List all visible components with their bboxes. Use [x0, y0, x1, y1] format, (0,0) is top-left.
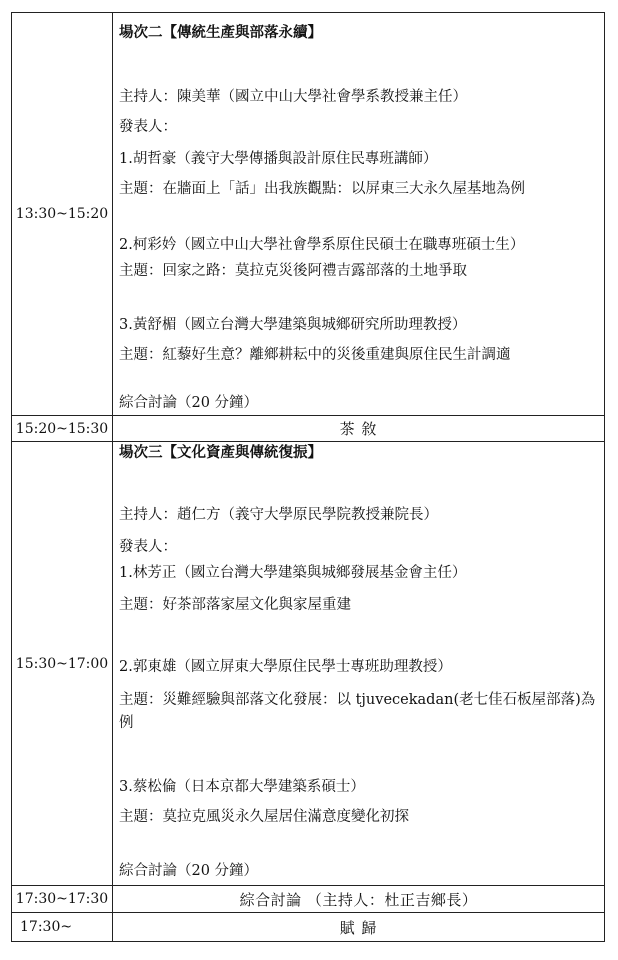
tea-break-cell: 茶 敘 [339, 420, 378, 438]
presenter-topic: 主題：在牆面上「話」出我族觀點：以屏東三大永久屋基地為例 [119, 181, 525, 197]
adjourn-cell: 賦 歸 [339, 918, 378, 937]
time-cell: 17:30~17:30 [15, 891, 109, 907]
time-cell: 15:20~15:30 [15, 420, 109, 437]
presenter-topic: 主題：回家之路：莫拉克災後阿禮吉露部落的土地爭取 [119, 263, 467, 279]
presenter-name: 1.林芳正（國立台灣大學建築與城鄉發展基金會主任） [119, 565, 467, 581]
discussion-line: 綜合討論（20 分鐘） [119, 395, 259, 411]
presenter-topic: 主題：紅藜好生意？離鄉耕耘中的災後重建與原住民生計調適 [119, 347, 511, 363]
discussion-line: 綜合討論（20 分鐘） [119, 863, 259, 879]
session-title-name: 【文化資產與傳統復振】 [162, 444, 322, 461]
host-line: 主持人：趙仁方（義守大學原民學院教授兼院長） [119, 507, 438, 523]
closing-discussion-cell: 綜合討論 （主持人：杜正吉鄉長） [239, 890, 478, 909]
presenter-name: 2.郭東雄（國立屏東大學原住民學士專班助理教授） [119, 659, 452, 675]
presenter-name: 1.胡哲豪（義守大學傳播與設計原住民專班講師） [119, 151, 438, 167]
time-cell: 15:30~17:00 [15, 655, 109, 672]
presenter-topic: 主題：災難經驗與部落文化發展：以 tjuvecekadan(老七佳石板屋部落)為例 [119, 692, 596, 731]
session-title [119, 443, 598, 463]
presenters-label: 發表人： [119, 539, 177, 555]
session-title-number: 場次三 [119, 444, 163, 461]
presenter-topic: 主題：好茶部落家屋文化與家屋重建 [119, 597, 351, 613]
schedule-table [11, 12, 605, 942]
time-cell: 13:30~15:20 [15, 206, 109, 222]
column-divider [112, 13, 113, 941]
presenter-name: 3.黃舒楣（國立台灣大學建築與城鄉研究所助理教授） [119, 317, 467, 333]
session-title [119, 23, 598, 43]
presenter-topic: 主題：莫拉克風災永久屋居住滿意度變化初探 [119, 809, 409, 825]
session-title-number: 場次二 [119, 24, 163, 41]
time-cell: 17:30~ [20, 919, 73, 935]
session-title-name: 【傳統生產與部落永續】 [162, 24, 322, 41]
presenter-name: 2.柯彩妗（國立中山大學社會學系原住民碩士在職專班碩士生） [119, 237, 525, 253]
presenters-label: 發表人： [119, 119, 177, 135]
host-line: 主持人：陳美華（國立中山大學社會學系教授兼主任） [119, 89, 467, 105]
presenter-name: 3.蔡松倫（日本京都大學建築系碩士） [119, 779, 365, 795]
